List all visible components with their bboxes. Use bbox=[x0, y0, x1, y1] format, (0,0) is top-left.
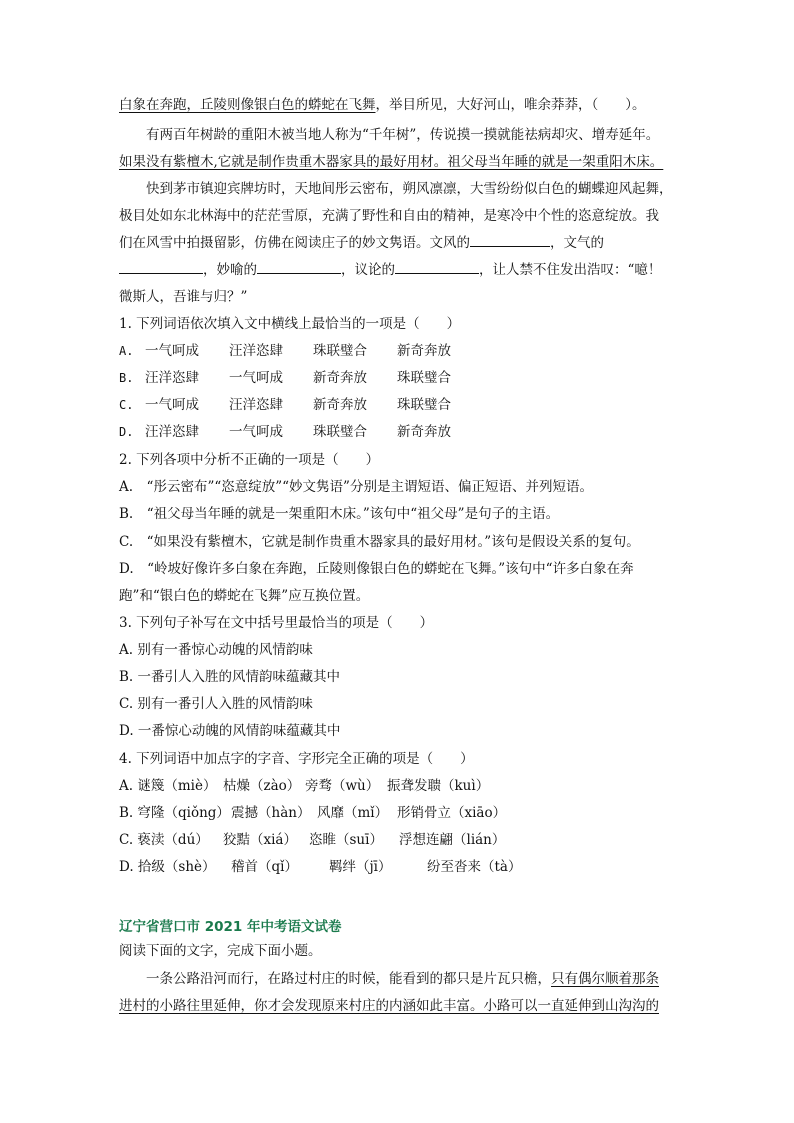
option-row: B. 穹隆（qiǒng）震撼（hàn） 风靡（mǐ） 形销骨立（xiāo） bbox=[119, 805, 507, 821]
option-text: B. “祖父母当年睡的就是一架重阳木床。”该句中“祖父母”是句子的主语。 bbox=[119, 506, 560, 522]
option-text: D. “岭坡好像许多白象在奔跑，丘陵则像银白色的蟒蛇在飞舞。”该句中“许多白象在奔 bbox=[119, 561, 634, 577]
option-row: A. 谜篾（miè） 枯燥（zào） 旁骛（wù） 振聋发聩（kuì） bbox=[119, 778, 490, 794]
option-text: 跑”和“银白色的蟒蛇在飞舞”应互换位置。 bbox=[119, 588, 370, 604]
question-stem: 4. 下列词语中加点字的字音、字形完全正确的项是（ ） bbox=[119, 751, 474, 767]
option-text: C. 别有一番引人入胜的风情韵味 bbox=[119, 696, 313, 712]
instruction-text: 阅读下面的文字，完成下面小题。 bbox=[119, 943, 322, 959]
option-row: C. 亵渎（dú） 狡黠（xiá） 恣睢（suī） 浮想连翩（lián） bbox=[119, 832, 506, 848]
option-text: A. “彤云密布”“恣意绽放”“妙文隽语”分别是主谓短语、偏正短语、并列短语。 bbox=[119, 479, 593, 495]
question-stem: 1. 下列词语依次填入文中横线上最恰当的一项是（ ） bbox=[119, 316, 461, 332]
option-text: D. 一番惊心动魄的风情韵味蕴藏其中 bbox=[119, 723, 341, 739]
fill-blank bbox=[119, 261, 203, 274]
option-row: D. 汪洋恣肆 一气呵成 珠联璧合 新奇奔放 bbox=[119, 424, 451, 440]
passage-line: 白象在奔跑，丘陵则像银白色的蟒蛇在飞舞，举目所见，大好河山，唯余莽莽，（ ）。 bbox=[119, 97, 646, 113]
option-row: D. 拾级（shè） 稽首（qǐ） 羁绊（jī） 纷至沓来（tà） bbox=[119, 859, 522, 875]
option-row: B. 汪洋恣肆 一气呵成 新奇奔放 珠联璧合 bbox=[119, 370, 451, 386]
fill-blank bbox=[470, 234, 550, 247]
passage-line: ，妙喻的 ，议论的 ，让人禁不住发出浩叹：“噫！ bbox=[119, 261, 661, 279]
underlined-sentence: 进村的小路往里延伸，你才会发现原来村庄的内涵如此丰富。 bbox=[119, 998, 484, 1014]
fill-blank bbox=[257, 261, 341, 274]
passage-line: 一条公路沿河而行，在路过村庄的时候，能看到的都只是片瓦只檐，只有偶尔顺着那条 bbox=[146, 971, 659, 987]
underlined-sentence: 小路可以一直延伸到山沟沟的 bbox=[483, 998, 659, 1014]
passage-line: 微斯人，吾谁与归？” bbox=[119, 289, 248, 305]
option-text: A. 别有一番惊心动魄的风情韵味 bbox=[119, 642, 313, 658]
underlined-sentence: 只有偶尔顺着那条 bbox=[551, 971, 659, 987]
question-stem: 2. 下列各项中分析不正确的一项是（ ） bbox=[119, 452, 380, 468]
passage-line bbox=[119, 153, 663, 171]
option-row: A. 一气呵成 汪洋恣肆 珠联璧合 新奇奔放 bbox=[119, 343, 451, 359]
passage-line bbox=[119, 997, 659, 1015]
option-text: B. 一番引人入胜的风情韵味蕴藏其中 bbox=[119, 669, 341, 685]
passage-line: 们在风雪中拍摄留影，仿佛在阅读庄子的妙文隽语。文风的 ，文气的 bbox=[119, 235, 604, 251]
passage-line: 极目处如东北林海中的茫茫雪原，充满了野性和自由的精神，是寒冷中个性的恣意绽放。我 bbox=[119, 208, 659, 224]
passage-line: 有两百年树龄的重阳木被当地人称为“千年树”，传说摸一摸就能祛病却灾、增寿延年。 bbox=[146, 127, 660, 143]
fill-blank bbox=[395, 261, 479, 274]
section-heading: 辽宁省营口市 2021 年中考语文试卷 bbox=[119, 919, 342, 935]
option-row: C. 一气呵成 汪洋恣肆 新奇奔放 珠联璧合 bbox=[119, 397, 451, 413]
underlined-sentence: 如果没有紫檀木,它就是制作贵重木器家具的最好用材。祖父母当年睡的就是一架重阳木床。 bbox=[119, 154, 664, 170]
option-text: C. “如果没有紫檀木，它就是制作贵重木器家具的最好用材。”该句是假设关系的复句。 bbox=[119, 534, 640, 550]
underlined-sentence: 白象在奔跑，丘陵则像银白色的蟒蛇在飞舞 bbox=[119, 97, 376, 113]
passage-line: 快到茅市镇迎宾牌坊时，天地间彤云密布，朔风凛凛，大雪纷纷似白色的蝴蝶迎风起舞， bbox=[146, 181, 673, 197]
question-stem: 3. 下列句子补写在文中括号里最恰当的项是（ ） bbox=[119, 615, 434, 631]
